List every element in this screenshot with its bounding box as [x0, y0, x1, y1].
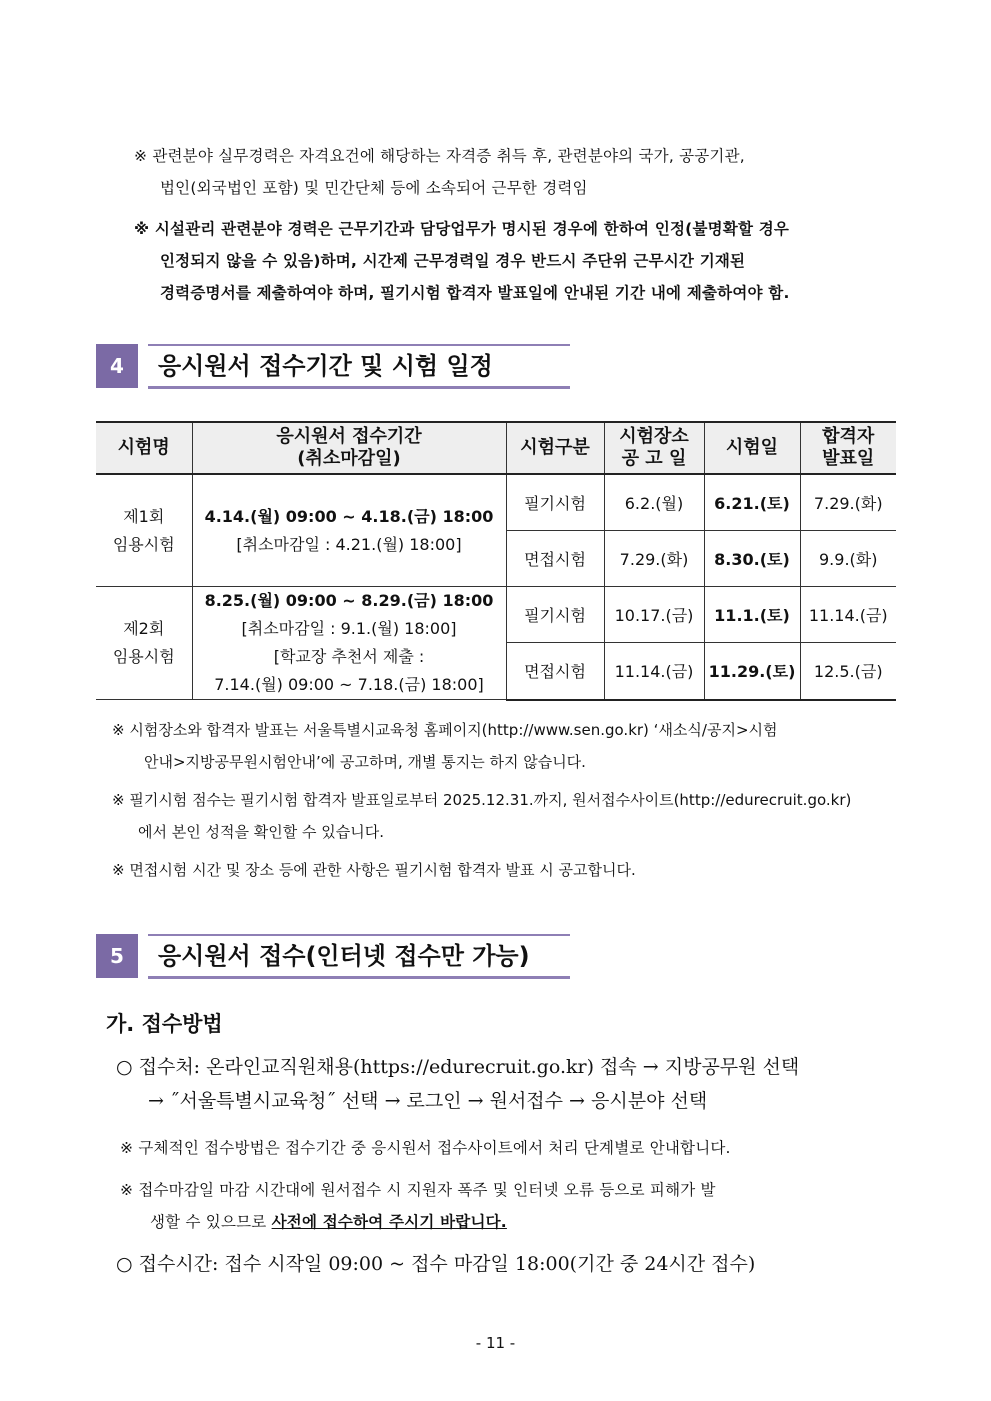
section5-heading [96, 934, 570, 978]
table-header-row [96, 422, 896, 474]
round1-row1-venue: 6.2.(월) [604, 474, 704, 531]
bullet-reception-line1: ○ 접수처: 온라인교직원채용(https://edurecruit.go.kr) 접속 → 지방공무원 선택 [116, 1056, 800, 1078]
round2-period-main: 8.25.(월) 09:00 ~ 8.29.(금) 18:00 [204, 591, 494, 610]
note-experience [134, 140, 745, 204]
note-deadline [120, 1174, 716, 1238]
round1-row1-result: 7.29.(화) [800, 474, 896, 531]
header-venue-line1: 시험장소 [619, 426, 689, 447]
round1-row2-result: 9.9.(화) [800, 531, 896, 587]
round1-row2-type: 면접시험 [506, 531, 604, 587]
section4-title: 응시원서 접수기간 및 시험 일정 [148, 344, 570, 389]
header-date: 시험일 [704, 422, 800, 474]
round1-name-line1: 제1회 [123, 506, 165, 526]
header-period-line2: (취소마감일) [297, 448, 401, 469]
section5-number: 5 [96, 934, 138, 978]
note-interview: ※ 면접시험 시간 및 장소 등에 관한 사항은 필기시험 합격자 발표 시 공고합니다. [112, 861, 636, 879]
note-facility-line1: ※ 시설관리 관련분야 경력은 근무기간과 담당업무가 명시된 경우에 한하여 인정(불명확할 경우 [134, 220, 790, 238]
note-deadline-plain: 생할 수 있으므로 [150, 1213, 272, 1231]
table-row [96, 587, 896, 643]
round1-row2-date: 8.30.(토) [704, 531, 800, 587]
note-experience-line2: 법인(외국법인 포함) 및 민간단체 등에 소속되어 근무한 경력임 [160, 179, 588, 197]
round1-name [96, 474, 192, 587]
round2-name [96, 587, 192, 700]
note-venue-line1: ※ 시험장소와 합격자 발표는 서울특별시교육청 홈페이지(http://www.sen.go.kr) ‘새소식/공지>시험 [112, 721, 778, 739]
section5-title: 응시원서 접수(인터넷 접수만 가능) [148, 934, 570, 979]
round2-period [192, 587, 506, 700]
header-result-line2: 발표일 [822, 448, 875, 469]
round2-row2-type: 면접시험 [506, 643, 604, 700]
note-score-line2: 에서 본인 성적을 확인할 수 있습니다. [138, 823, 384, 841]
round2-row2-venue: 11.14.(금) [604, 643, 704, 700]
note-facility-line3: 경력증명서를 제출하여야 하며, 필기시험 합격자 발표일에 안내된 기간 내에 제출하여야 함. [160, 284, 790, 302]
header-period [192, 422, 506, 474]
header-result-line1: 합격자 [822, 426, 875, 447]
schedule-table [96, 421, 896, 701]
round2-row1-result: 11.14.(금) [800, 587, 896, 643]
header-result [800, 422, 896, 474]
round1-period [192, 474, 506, 587]
round1-row1-type: 필기시험 [506, 474, 604, 531]
page-number: - 11 - [475, 1334, 516, 1352]
header-type: 시험구분 [506, 422, 604, 474]
round2-period-cancel: [취소마감일 : 9.1.(월) 18:00] [241, 619, 457, 638]
header-name: 시험명 [96, 422, 192, 474]
bullet-reception-time: ○ 접수시간: 접수 시작일 09:00 ~ 접수 마감일 18:00(기간 중 24시간 접수) [116, 1253, 756, 1275]
note-facility-line2: 인정되지 않을 수 있음)하며, 시간제 근무경력일 경우 반드시 주단위 근무시간 기재된 [160, 252, 746, 270]
round2-name-line2: 임용시험 [112, 647, 175, 666]
round2-period-extra1: [학교장 추천서 제출 : [273, 647, 425, 666]
round1-row2-venue: 7.29.(화) [604, 531, 704, 587]
section4-notes [112, 714, 851, 886]
note-facility [134, 213, 790, 309]
round1-row1-date: 6.21.(토) [704, 474, 800, 531]
table-row [96, 474, 896, 531]
header-period-line1: 응시원서 접수기간 [276, 426, 422, 447]
round2-row2-result: 12.5.(금) [800, 643, 896, 700]
round1-period-main: 4.14.(월) 09:00 ~ 4.18.(금) 18:00 [204, 506, 494, 526]
round2-row1-venue: 10.17.(금) [604, 587, 704, 643]
round2-row1-type: 필기시험 [506, 587, 604, 643]
note-score-line1: ※ 필기시험 점수는 필기시험 합격자 발표일로부터 2025.12.31.까지, 원서접수사이트(http://edurecruit.go.kr) [112, 791, 852, 809]
round2-row1-date: 11.1.(토) [704, 587, 800, 643]
header-venue-line2: 공 고 일 [621, 448, 687, 469]
section5-subheading: 가. 접수방법 [106, 1012, 223, 1036]
note-deadline-line2 [120, 1206, 716, 1238]
bullet-reception [116, 1050, 799, 1118]
note-experience-line1: ※ 관련분야 실무경력은 자격요건에 해당하는 자격증 취득 후, 관련분야의 국가, 공공기관, [134, 147, 745, 165]
section4-heading [96, 344, 570, 388]
section4-number: 4 [96, 344, 138, 388]
round2-period-extra2: 7.14.(월) 09:00 ~ 7.18.(금) 18:00] [214, 675, 484, 694]
round1-period-cancel: [취소마감일 : 4.21.(월) 18:00] [236, 534, 462, 554]
round1-name-line2: 임용시험 [112, 534, 175, 554]
note-deadline-emphasis: 사전에 접수하여 주시기 바랍니다. [271, 1213, 507, 1231]
round2-name-line1: 제2회 [123, 619, 165, 638]
round2-row2-date: 11.29.(토) [704, 643, 800, 700]
note-venue-line2: 안내>지방공무원시험안내’에 공고하며, 개별 통지는 하지 않습니다. [144, 753, 586, 771]
note-method: ※ 구체적인 접수방법은 접수기간 중 응시원서 접수사이트에서 처리 단계별로 안내합니다. [120, 1139, 731, 1157]
note-deadline-line1: ※ 접수마감일 마감 시간대에 원서접수 시 지원자 폭주 및 인터넷 오류 등으로 피해가 발 [120, 1181, 716, 1199]
bullet-reception-line2: → ˝서울특별시교육청˝ 선택 → 로그인 → 원서접수 → 응시분야 선택 [148, 1090, 708, 1112]
header-venue [604, 422, 704, 474]
